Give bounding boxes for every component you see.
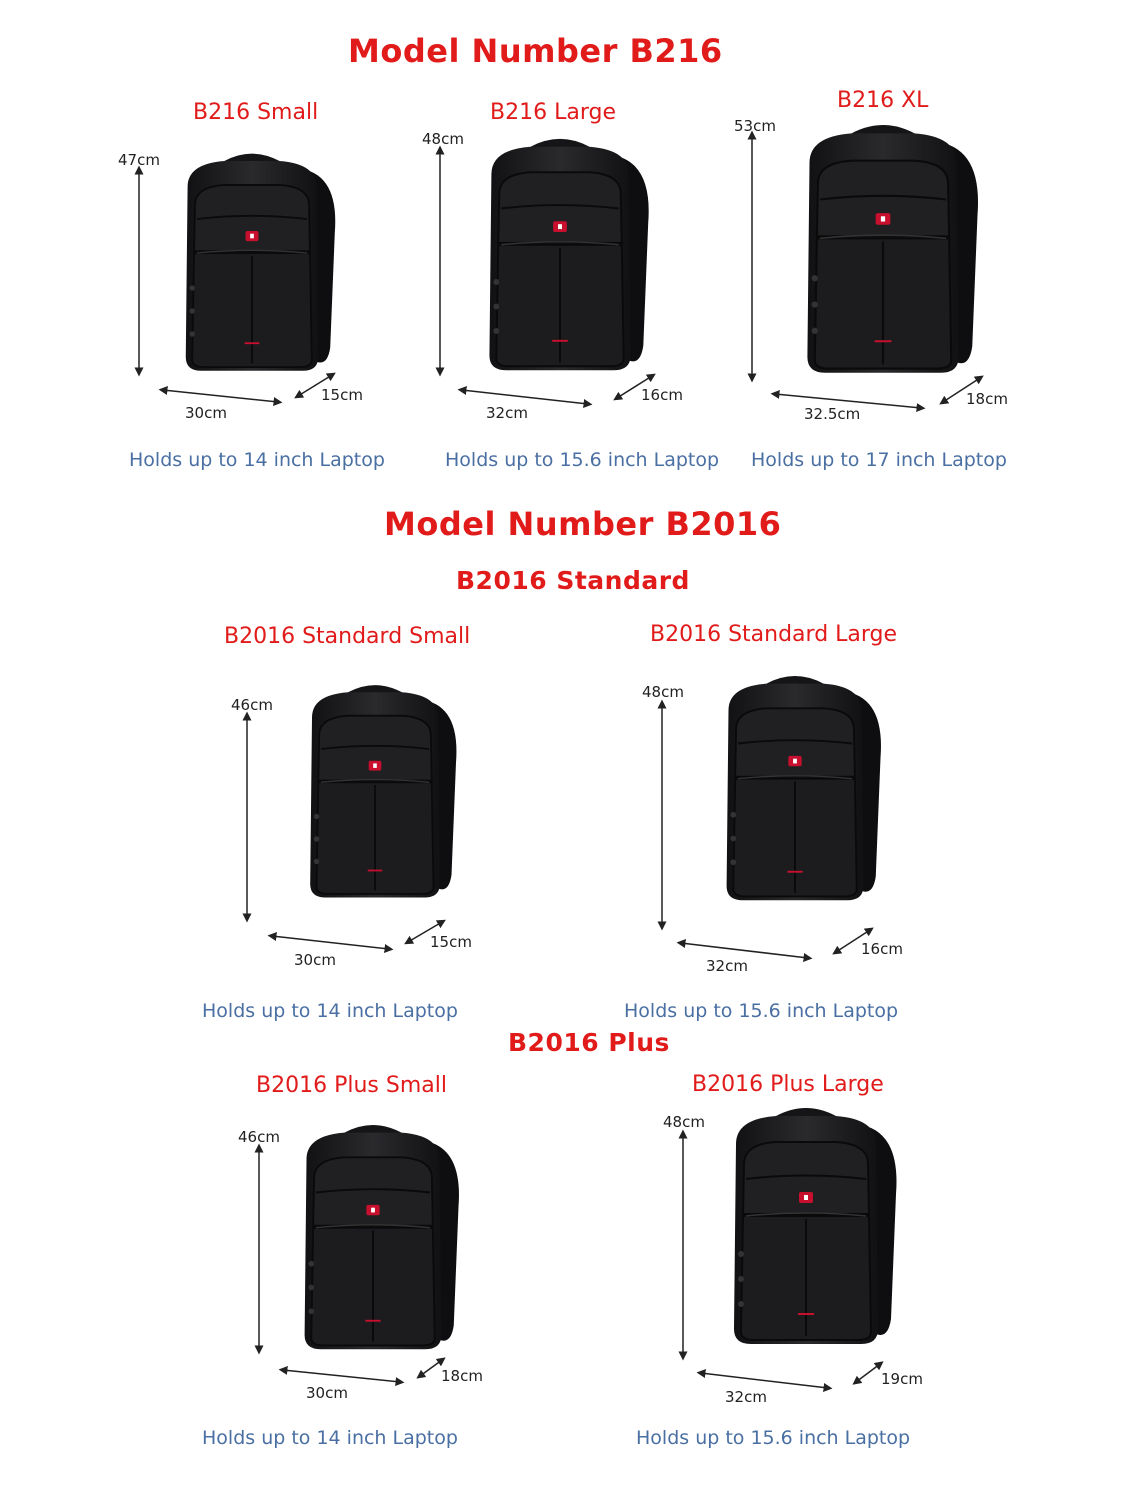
height-label: 46cm [231,696,273,714]
height-label: 47cm [118,151,160,169]
capacity-text: Holds up to 17 inch Laptop [751,449,1007,471]
capacity-text: Holds up to 15.6 inch Laptop [636,1427,911,1449]
height-label: 48cm [422,130,464,148]
backpack-image-b216-small [160,150,344,380]
depth-label: 15cm [430,933,472,951]
width-label: 32cm [706,957,748,975]
section-title-b2016: Model Number B2016 [384,505,782,543]
capacity-text: Holds up to 14 inch Laptop [202,1427,458,1449]
backpack-image-b216-large [462,135,658,380]
height-label: 48cm [642,683,684,701]
capacity-text: Holds up to 15.6 inch Laptop [624,1000,899,1022]
product-name-b216-large: B216 Large [490,100,616,125]
product-name-b2016-plus-small: B2016 Plus Small [256,1073,447,1098]
width-label: 32cm [486,404,528,422]
width-label: 30cm [185,404,227,422]
backpack-image-b2016-standard-small [285,680,465,908]
product-name-b216-small: B216 Small [193,100,319,125]
product-name-b2016-plus-large: B2016 Plus Large [692,1072,884,1097]
product-name-b216-xl: B216 XL [837,88,929,113]
depth-label: 16cm [641,386,683,404]
backpack-image-b2016-standard-large [700,668,890,914]
section-title-b216: Model Number B216 [348,32,723,70]
depth-label: 16cm [861,940,903,958]
subsection-title-b2016-standard: B2016 Standard [456,566,690,595]
depth-label: 18cm [441,1367,483,1385]
capacity-text: Holds up to 15.6 inch Laptop [445,449,720,471]
width-label: 30cm [306,1384,348,1402]
width-label: 32.5cm [804,405,861,423]
backpack-image-b2016-plus-large [706,1098,906,1360]
product-name-b2016-standard-large: B2016 Standard Large [650,622,898,647]
height-label: 53cm [734,117,776,135]
depth-label: 15cm [321,386,363,404]
depth-label: 18cm [966,390,1008,408]
depth-label: 19cm [881,1370,923,1388]
backpack-image-b2016-plus-small [278,1120,468,1360]
width-label: 30cm [294,951,336,969]
subsection-title-b2016-plus: B2016 Plus [508,1028,670,1057]
backpack-image-b216-xl [778,118,988,386]
height-label: 48cm [663,1113,705,1131]
capacity-text: Holds up to 14 inch Laptop [129,449,385,471]
width-label: 32cm [725,1388,767,1406]
capacity-text: Holds up to 14 inch Laptop [202,1000,458,1022]
height-label: 46cm [238,1128,280,1146]
product-name-b2016-standard-small: B2016 Standard Small [224,624,471,649]
